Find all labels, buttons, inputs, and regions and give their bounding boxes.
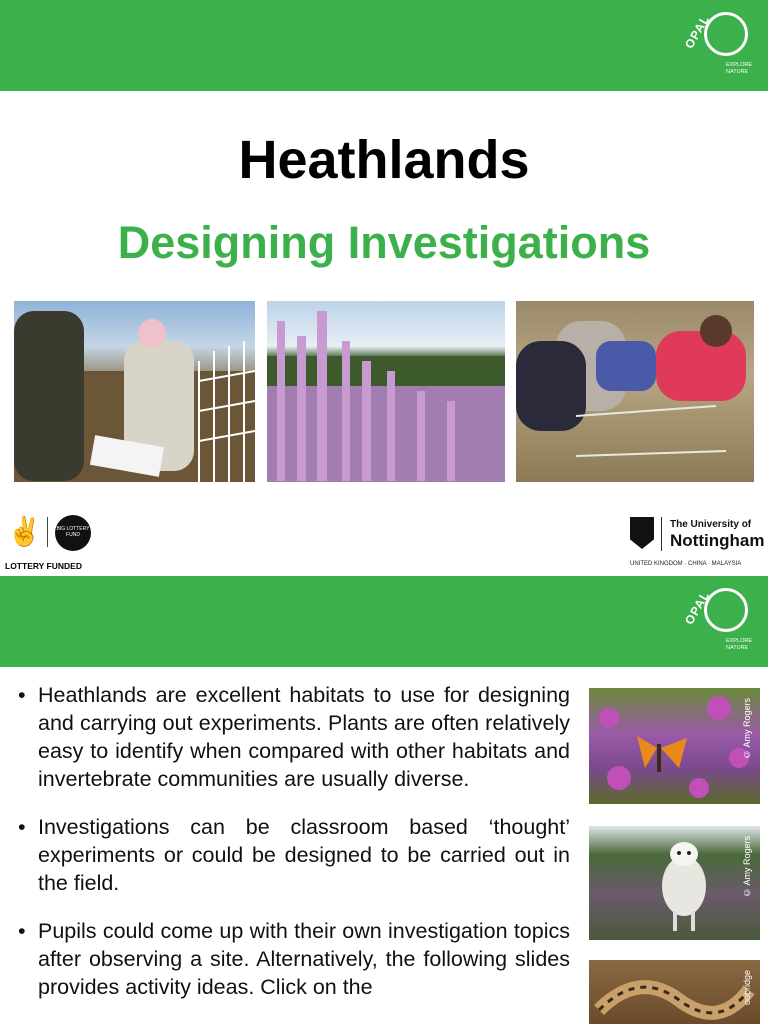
bullet-item: • Heathlands are excellent habitats to use for designing and carrying out experiments. Plants are often relatively easy to identify when compared with other habitats and invertebrate communities are usually diverse. (18, 683, 570, 791)
opal-tagline: EXPLORE NATURE (726, 62, 752, 75)
photo-heather-field (267, 301, 505, 482)
header-band-slide2 (0, 576, 768, 667)
opal-word: OPAL (682, 588, 713, 627)
lottery-funded-label: LOTTERY FUNDED (5, 561, 82, 571)
photo-credit: oobridge (742, 970, 752, 1006)
photo-pupils-quadrat-art (516, 301, 754, 482)
photo-butterfly-art (589, 688, 760, 804)
photo-sheep-heath (589, 826, 760, 940)
big-lottery-fund-badge: BIG LOTTERY FUND (55, 515, 91, 551)
uni-campuses: UNITED KINGDOM · CHINA · MALAYSIA (630, 561, 742, 567)
university-nottingham-logo (628, 513, 768, 573)
opal-word: OPAL (682, 12, 713, 51)
photo-heather-field-art (267, 301, 505, 482)
opal-logo (682, 580, 762, 660)
page-subtitle: Designing Investigations (117, 217, 651, 268)
crossed-fingers-icon: ✌ (7, 516, 42, 547)
photo-sheep-art (589, 826, 760, 940)
page-title: Heathlands (238, 130, 530, 190)
photo-students-recording (14, 301, 255, 482)
opal-logo (682, 4, 762, 84)
lottery-funded-logo (5, 511, 105, 571)
bullet-item: • Pupils could come up with their own investigation topics after observing a site. Alternatively, the following slides provides activity ideas. Click on the (18, 919, 570, 999)
photo-butterfly-heather (589, 688, 760, 804)
photo-students-recording-art (14, 301, 255, 482)
bullet-list (18, 681, 570, 1021)
opal-tagline: EXPLORE NATURE (726, 638, 752, 651)
divider (661, 517, 662, 551)
title-slide (0, 91, 768, 576)
uni-prefix: The University of (670, 519, 752, 530)
photo-credit: © Amy Rogers (742, 698, 752, 760)
content-slide (0, 667, 768, 1024)
divider (47, 517, 48, 547)
header-band (0, 0, 768, 91)
bullet-item: • Investigations can be classroom based ‘thought’ experiments or could be designed to be carried out in the field. (18, 815, 570, 895)
castle-crest-icon (630, 517, 654, 549)
photo-pupils-quadrat (516, 301, 754, 482)
photo-credit: © Amy Rogers (742, 836, 752, 898)
photo-snake-art (589, 960, 760, 1024)
photo-adder-snake (589, 960, 760, 1024)
uni-name: Nottingham (670, 531, 765, 550)
